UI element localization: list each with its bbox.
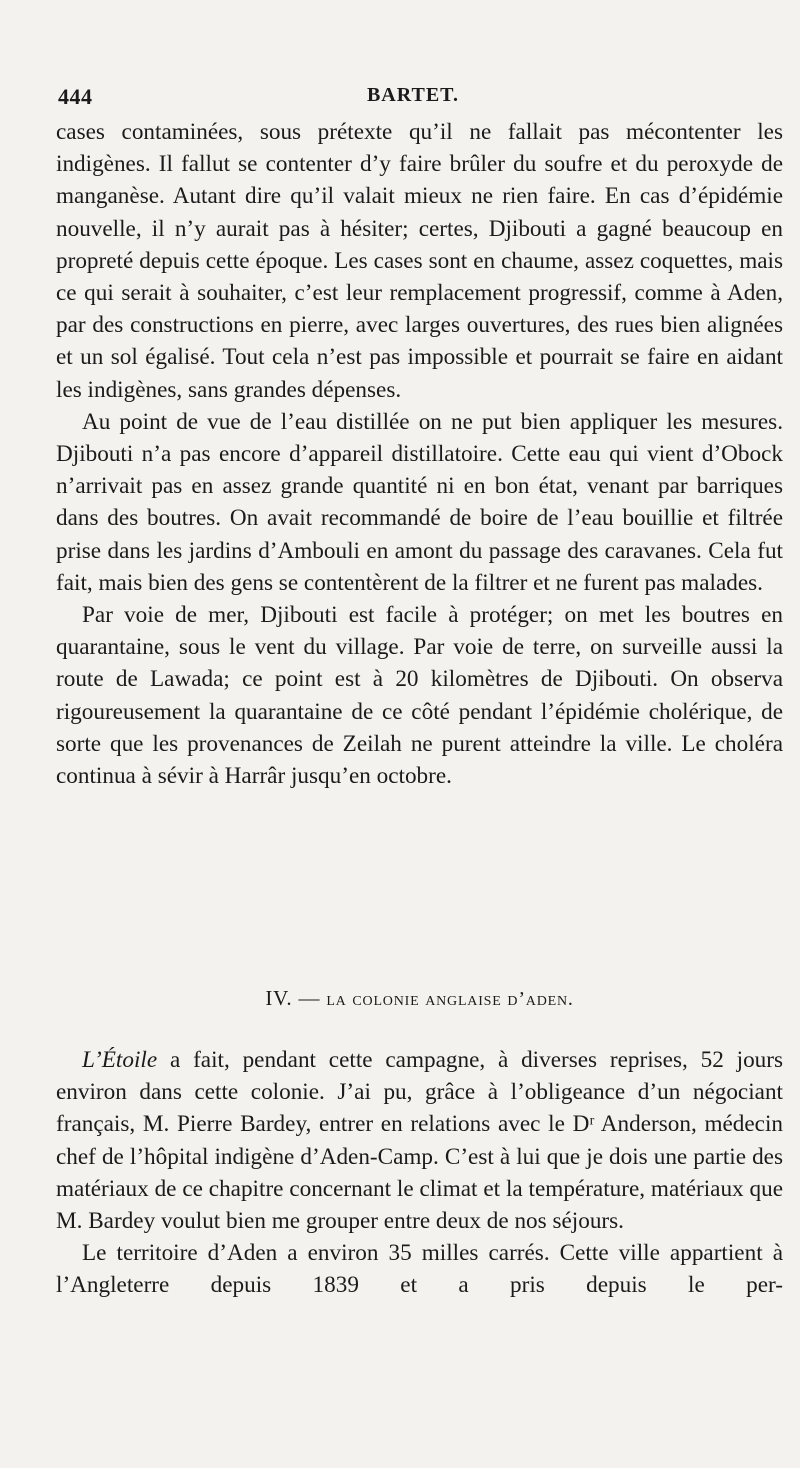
paragraph-1: cases contaminées, sous prétexte qu’il ne fallait pas mécontenter les indigènes. Il fallut se contenter d’y faire brûler du soufre et du peroxyde de manganèse. Autant dire qu’il valait mieux ne rien faire. En cas d’épidémie nouvelle, il n’y aurait pas à hésiter; certes, Djibouti a gagné beaucoup en propreté depuis cette époque. Les cases sont en chaume, assez coquettes, mais ce qui serait à souhaiter, c’est leur remplacement progressif, comme à Aden, par des constructions en pierre, avec larges ouvertures, des rues bien alignées et un sol égalisé. Tout cela n’est pas impossible et pourrait se faire en aidant les indigènes, sans grandes dépenses. [56, 119, 783, 403]
ship-name: L’Étoile [82, 1047, 158, 1073]
body-text-top [56, 116, 783, 792]
section-heading [56, 986, 783, 1011]
paragraph-5: Le territoire d’Aden a environ 35 milles carrés. Cette ville appartient à l’Angleterre depuis 1839 et a pris depuis le per- [56, 1240, 783, 1299]
paragraph-4 [56, 1044, 783, 1237]
page-number: 444 [58, 84, 93, 109]
paragraph-4-text: a fait, pendant cette campagne, à diverses reprises, 52 jours environ dans cette colonie. J’ai pu, grâce à l’obligeance d’un négociant français, M. Pierre Bardey, entrer en relations avec le Dʳ Anderson, médecin chef de l’hôpital indigène d’Aden-Camp. C’est à lui que je dois une partie des matériaux de ce chapitre concernant le climat et la température, matériaux que M. Bardey voulut bien me grouper entre deux de nos séjours. [56, 1047, 783, 1235]
section-title: la colonie anglaise d’aden. [326, 988, 574, 1010]
body-text-bottom [56, 1044, 783, 1302]
running-head: BARTET. [366, 84, 460, 106]
paragraph-3: Par voie de mer, Djibouti est facile à protéger; on met les boutres en quarantaine, sous le vent du village. Par voie de terre, on surveille aussi la route de Lawada; ce point est à 20 kilomètres de Djibouti. On observa rigoureusement la quarantaine de ce côté pendant l’épidémie cholérique, de sorte que les provenances de Zeilah ne purent atteindre la ville. Le choléra continua à sévir à Harrâr jusqu’en octobre. [56, 602, 783, 790]
paragraph-2: Au point de vue de l’eau distillée on ne put bien appliquer les mesures. Djibouti n’a pas encore d’appareil distillatoire. Cette eau qui vient d’Obock n’arrivait pas en assez grande quantité ni en bon état, venant par barriques dans des boutres. On avait recommandé de boire de l’eau bouillie et filtrée prise dans les jardins d’Ambouli en amont du passage des caravanes. Cela fut fait, mais bien des gens se contentèrent de la filtrer et ne furent pas malades. [56, 408, 783, 596]
page-header [58, 84, 768, 114]
section-numeral: IV. — [265, 986, 321, 1010]
